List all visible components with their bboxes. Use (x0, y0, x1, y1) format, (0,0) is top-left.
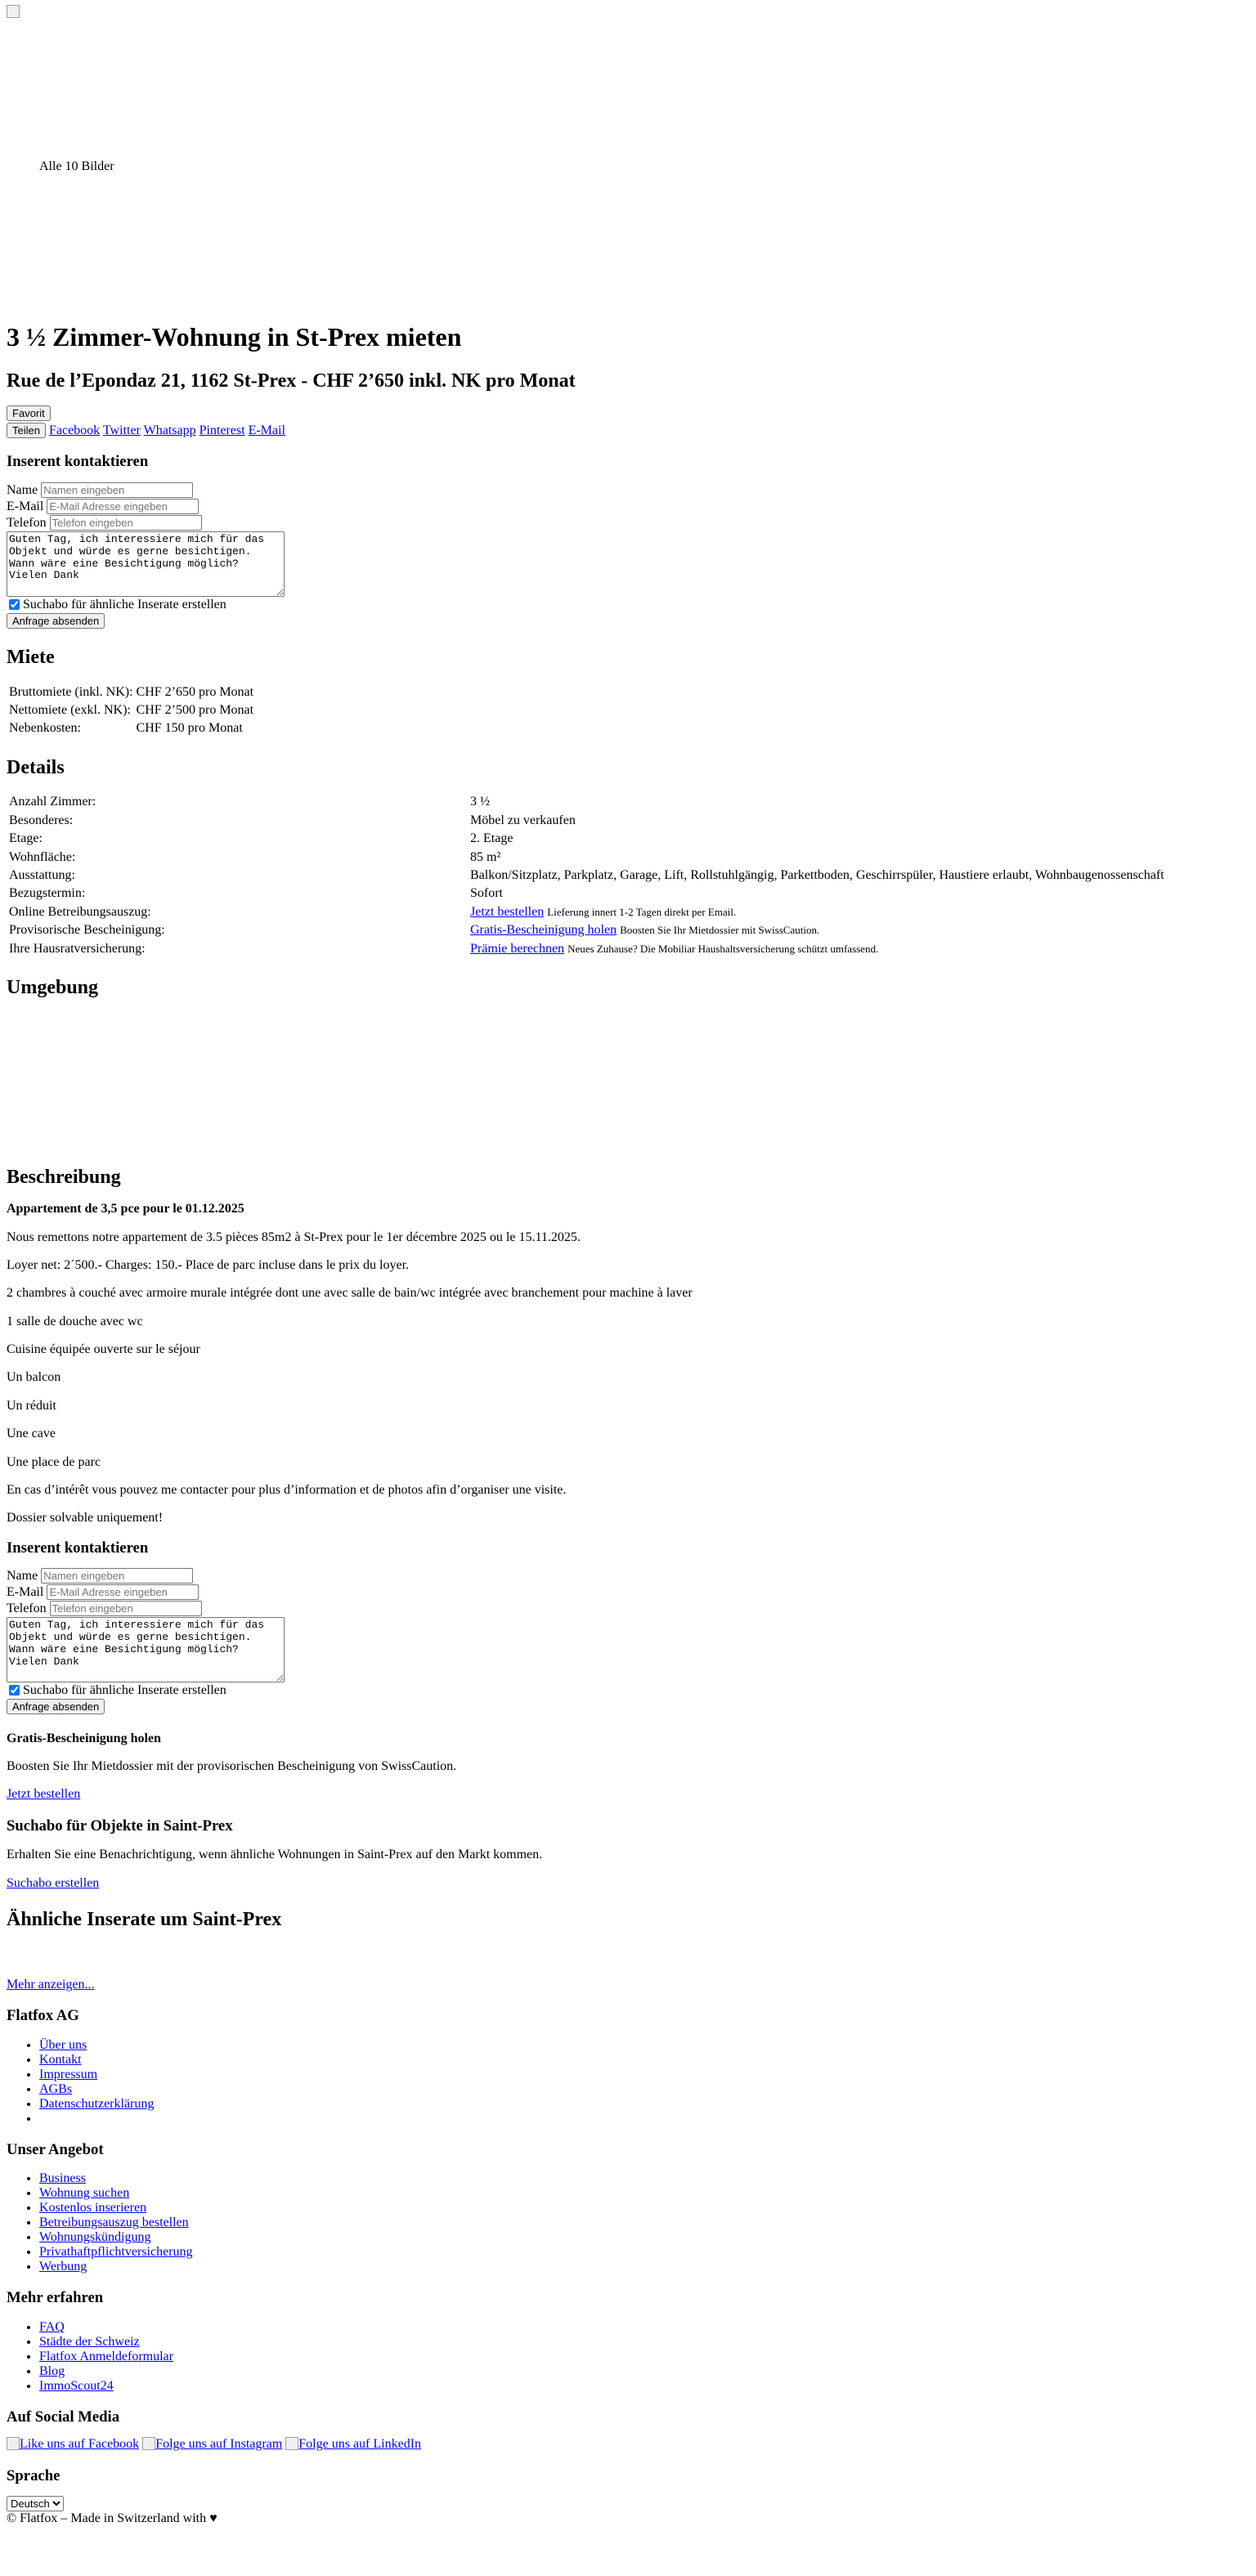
list-item (39, 2038, 1249, 2053)
description-intro: Appartement de 3,5 pce pour le 01.12.2025 (7, 1202, 244, 1216)
image-gallery (7, 5, 1249, 322)
list-item (39, 2350, 1249, 2364)
footer-company-heading: Flatfox AG (7, 2007, 79, 2025)
description-paragraph: Nous remettons notre appartement de 3.5 pièces 85m2 à St-Prex pour le 1er décembre 2025 ou le 15.11.2025. (7, 1230, 581, 1244)
description-paragraph: Cuisine équipée ouverte sur le séjour (7, 1342, 200, 1357)
details-heading: Details (7, 756, 65, 778)
footer-company-links (7, 2038, 1249, 2126)
instagram-link[interactable] (142, 2437, 282, 2451)
share-whatsapp-link[interactable]: Whatsapp (143, 423, 196, 437)
favorite-button[interactable]: Favorit (7, 405, 51, 421)
footer-link-faq[interactable]: FAQ (39, 2319, 65, 2334)
share-facebook-link[interactable]: Facebook (48, 423, 101, 437)
description-paragraph: Dossier solvable uniquement! (7, 1511, 164, 1525)
bescheinigung-note: Boosten Sie Ihr Mietdossier mit SwissCaution. (620, 924, 820, 937)
list-item (39, 2364, 1249, 2379)
footer (7, 2007, 1249, 2527)
footer-language-heading: Sprache (7, 2466, 61, 2484)
list-item (39, 2260, 1249, 2274)
linkedin-alt-text: Folge uns auf LinkedIn (298, 2437, 422, 2452)
detail-label: Ausstattung: (9, 867, 75, 882)
detail-value: 3 ½ (470, 795, 490, 809)
description-paragraph: 2 chambres à couché avec armoire murale intégrée dont une avec salle de bain/wc intégrée avec branchement pour machine à laver (7, 1286, 693, 1301)
rent-value: CHF 150 pro Monat (136, 721, 243, 736)
name-label: Name (7, 482, 38, 497)
instagram-icon (142, 2437, 155, 2450)
footer-link-privacy[interactable]: Datenschutzerklärung (39, 2096, 155, 2111)
description-paragraph: Une cave (7, 1427, 56, 1441)
phone-input[interactable] (50, 515, 202, 531)
description-paragraph: Loyer net: 2´500.- Charges: 150.- Place de parc incluse dans le prix du loyer. (7, 1257, 410, 1272)
email-label: E-Mail (7, 499, 44, 513)
list-item (39, 2068, 1249, 2082)
rent-value: CHF 2’650 pro Monat (136, 684, 254, 699)
facebook-alt-text: Like uns auf Facebook (20, 2437, 140, 2452)
list-item (39, 2171, 1249, 2186)
table-row (8, 867, 1248, 884)
suchabo-label: Suchabo für ähnliche Inserate erstellen (23, 1683, 227, 1698)
bescheinigung-link[interactable]: Gratis-Bescheinigung holen (470, 923, 617, 938)
table-row (8, 922, 1248, 939)
description-heading: Beschreibung (7, 1166, 121, 1188)
table-row (8, 885, 1248, 902)
detail-value: 85 m² (470, 849, 501, 864)
map-area[interactable] (7, 1013, 1249, 1160)
footer-link-betreibung[interactable]: Betreibungsauszug bestellen (39, 2215, 189, 2230)
language-select[interactable] (7, 2496, 64, 2511)
detail-label: Anzahl Zimmer: (9, 795, 96, 809)
detail-label: Wohnfläche: (9, 849, 76, 864)
email-label: E-Mail (7, 1585, 44, 1600)
footer-social-heading: Auf Social Media (7, 2408, 120, 2426)
suchabo-label: Suchabo für ähnliche Inserate erstellen (23, 597, 227, 612)
share-pinterest-link[interactable]: Pinterest (199, 423, 245, 437)
all-pictures-link[interactable]: Alle 10 Bilder (39, 159, 114, 173)
detail-label: Provisorische Bescheinigung: (9, 923, 165, 938)
detail-value: Sofort (470, 886, 503, 901)
detail-label: Bezugstermin: (9, 886, 86, 901)
footer-link-blog[interactable]: Blog (39, 2363, 65, 2378)
footer-link-liability-insurance[interactable]: Privathaftpflichtversicherung (39, 2245, 193, 2260)
phone-input[interactable] (50, 1601, 202, 1616)
betreibung-order-link[interactable]: Jetzt bestellen (470, 904, 545, 919)
table-row (8, 831, 1248, 847)
table-row (8, 794, 1248, 810)
footer-learn-heading: Mehr erfahren (7, 2289, 104, 2307)
list-item (39, 2186, 1249, 2201)
list-item (39, 2335, 1249, 2350)
suchabo-promo-text: Erhalten Sie eine Benachrichtigung, wenn ähnliche Wohnungen in Saint-Prex auf den Markt kommen. (7, 1848, 543, 1862)
rent-value: CHF 2’500 pro Monat (136, 703, 254, 718)
rent-heading: Miete (7, 647, 55, 669)
detail-label: Besonderes: (9, 813, 74, 827)
description-paragraph: Un réduit (7, 1398, 56, 1413)
description-body (7, 1202, 1249, 1526)
rent-label: Bruttomiete (inkl. NK): (9, 684, 133, 699)
certificate-promo-text: Boosten Sie Ihr Mietdossier mit der provisorischen Bescheinigung von SwissCaution. (7, 1759, 457, 1774)
detail-label: Etage: (9, 831, 43, 846)
submit-request-button[interactable]: Anfrage absenden (7, 613, 105, 629)
detail-value: 2. Etage (470, 831, 514, 846)
certificate-promo-heading: Gratis-Bescheinigung holen (7, 1731, 161, 1745)
detail-label: Ihre Hausratversicherung: (9, 941, 146, 956)
linkedin-link[interactable] (285, 2437, 421, 2451)
suchabo-create-link[interactable]: Suchabo erstellen (7, 1875, 100, 1890)
footer-learn-links (7, 2320, 1249, 2394)
contact-form-heading: Inserent kontaktieren (7, 453, 149, 471)
share-button[interactable]: Teilen (7, 423, 46, 438)
list-item (39, 2201, 1249, 2215)
footer-link-immoscout[interactable]: ImmoScout24 (39, 2378, 114, 2393)
footer-link-form[interactable]: Flatfox Anmeldeformular (39, 2349, 173, 2363)
details-table (7, 792, 1249, 959)
suchabo-promo-heading: Suchabo für Objekte in Saint-Prex (7, 1817, 233, 1835)
table-row (8, 849, 1248, 866)
social-links (7, 2437, 1249, 2452)
list-item (39, 2320, 1249, 2335)
detail-value: Balkon/Sitzplatz, Parkplatz, Garage, Lift, Rollstuhlgängig, Parkettboden, Geschirrspüler, Haustiere erlaubt, Wohnbaugenossenschaft (470, 867, 1164, 882)
list-item (39, 2082, 1249, 2097)
list-item (39, 2053, 1249, 2068)
certificate-order-link[interactable]: Jetzt bestellen (7, 1787, 81, 1802)
footer-link-cities[interactable]: Städte der Schweiz (39, 2334, 140, 2349)
list-item (39, 2097, 1249, 2112)
facebook-icon (7, 2437, 20, 2450)
name-input[interactable] (41, 1568, 193, 1584)
share-twitter-link[interactable]: Twitter (102, 423, 141, 437)
betreibung-note: Lieferung innert 1-2 Tagen direkt per Email. (547, 905, 737, 918)
list-item (39, 2215, 1249, 2230)
email-input[interactable] (47, 499, 199, 514)
name-label: Name (7, 1569, 38, 1584)
footer-link-search-apartment[interactable]: Wohnung suchen (39, 2186, 130, 2201)
contact-form-heading: Inserent kontaktieren (7, 1539, 149, 1557)
footer-link-cancellation[interactable]: Wohnungskündigung (39, 2230, 151, 2245)
main-listing-image[interactable] (7, 5, 20, 18)
footer-link-terms[interactable]: AGBs (39, 2081, 73, 2096)
linkedin-icon (285, 2437, 298, 2450)
listing-title: 3 ½ Zimmer-Wohnung in St-Prex mieten (7, 322, 462, 352)
description-paragraph: Une place de parc (7, 1454, 101, 1469)
footer-link-advertising[interactable]: Werbung (39, 2260, 87, 2274)
message-textarea[interactable] (7, 531, 285, 597)
message-textarea[interactable] (7, 1617, 285, 1682)
copyright: © Flatfox – Made in Switzerland with ♥ (7, 2511, 218, 2526)
phone-label: Telefon (7, 515, 47, 530)
instagram-alt-text: Folge uns auf Instagram (155, 2437, 283, 2452)
rent-label: Nettomiete (exkl. NK): (9, 703, 131, 718)
facebook-link[interactable] (7, 2437, 139, 2451)
suchabo-checkbox[interactable] (9, 1685, 20, 1696)
footer-offer-links (7, 2171, 1249, 2274)
footer-link-imprint[interactable]: Impressum (39, 2067, 98, 2081)
table-row (8, 941, 1248, 957)
list-item (39, 2230, 1249, 2245)
listing-subtitle: Rue de l’Epondaz 21, 1162 St-Prex - CHF 2’650 inkl. NK pro Monat (7, 370, 576, 392)
suchabo-checkbox[interactable] (9, 599, 20, 610)
phone-label: Telefon (7, 1602, 47, 1616)
table-row (8, 720, 254, 737)
footer-link-contact[interactable]: Kontakt (39, 2052, 82, 2067)
rent-label: Nebenkosten: (9, 721, 81, 736)
description-paragraph: En cas d’intérêt vous pouvez me contacter pour plus d’information et de photos afin d’organiser une visite. (7, 1483, 567, 1498)
contact-form-top (7, 453, 1249, 629)
list-item (39, 2112, 1249, 2126)
versicherung-link[interactable]: Prämie berechnen (470, 941, 565, 956)
name-input[interactable] (41, 482, 193, 498)
list-item (39, 2379, 1249, 2394)
share-email-link[interactable]: E-Mail (248, 423, 285, 437)
footer-offer-heading: Unser Angebot (7, 2140, 104, 2158)
footer-link-about[interactable]: Über uns (39, 2037, 87, 2052)
detail-label: Online Betreibungsauszug: (9, 904, 151, 919)
list-item (39, 2245, 1249, 2260)
rent-table (7, 683, 256, 739)
contact-form-bottom (7, 1539, 1249, 1715)
submit-request-button[interactable]: Anfrage absenden (7, 1699, 105, 1714)
show-more-link[interactable]: Mehr anzeigen... (7, 1977, 95, 1991)
similar-listings-heading: Ähnliche Inserate um Saint-Prex (7, 1909, 282, 1931)
similar-listings-area (7, 1945, 1249, 1978)
surroundings-heading: Umgebung (7, 976, 99, 998)
table-row (8, 904, 1248, 921)
table-row (8, 684, 254, 701)
footer-link-free-listing[interactable]: Kostenlos inserieren (39, 2201, 147, 2215)
description-paragraph: Un balcon (7, 1370, 61, 1385)
detail-value: Möbel zu verkaufen (470, 813, 576, 827)
footer-link-business[interactable]: Business (39, 2171, 86, 2186)
table-row (8, 813, 1248, 829)
email-input[interactable] (47, 1584, 199, 1600)
description-paragraph: 1 salle de douche avec wc (7, 1314, 143, 1328)
table-row (8, 702, 254, 719)
versicherung-note: Neues Zuhause? Die Mobiliar Haushaltsversicherung schützt umfassend. (567, 942, 879, 955)
